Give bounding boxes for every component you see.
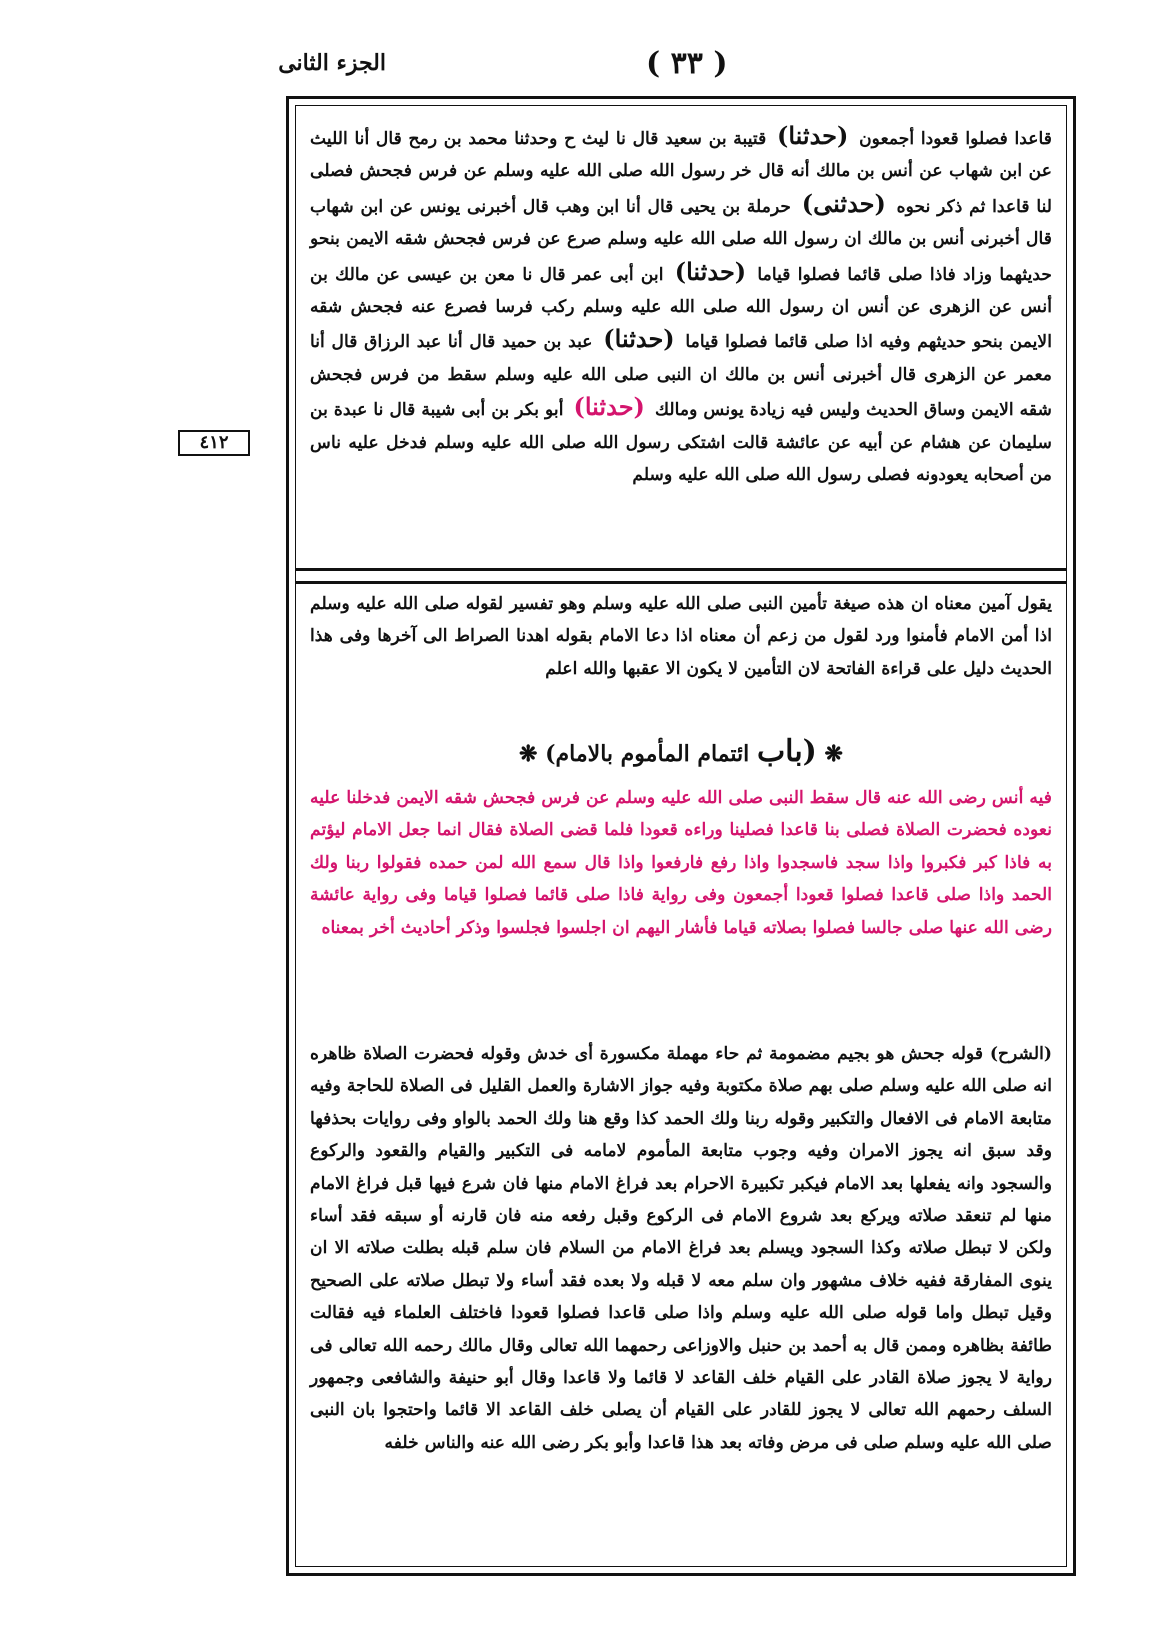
page-frame-inner: [295, 105, 1067, 1567]
hadith-number-box: ٤١٢: [178, 430, 250, 456]
ornament-icon: ❋: [824, 741, 843, 767]
haddathani-marker: (حدثنى): [801, 188, 886, 218]
hadith-segment: قاعدا فصلوا قعودا أجمعون: [859, 129, 1053, 149]
volume-title: الجزء الثانى: [278, 50, 386, 76]
page-number: ( ٣٣ ): [646, 46, 728, 81]
chapter-title: ائتمام المأموم بالامام): [545, 741, 750, 767]
haddathana-marker: (حدثنا): [776, 121, 849, 150]
page-header: [278, 42, 1076, 92]
chapter-heading: [296, 734, 1066, 769]
hadith-segment: عبد بن حميد قال أنا عبد الرزاق قال أنا معمر عن الزهرى قال أخبرنى أنس بن مالك ان النبى صلى الله عليه وسلم سقط من فرس فجحش شقه الايمن وساق الحديث وليس فيه زيادة يونس ومالك: [310, 332, 1053, 421]
page-frame: [286, 96, 1076, 1576]
sharh-commentary: [310, 1038, 1052, 1459]
hadith-segment: ابن أبى عمر قال نا معن بن عيسى عن مالك بن أنس عن الزهرى عن أنس ان رسول الله صلى الله عليه وسلم ركب فرسا فصرع عنه فجحش شقه الايمن بنحو حديثهم وفيه اذا صلى قائما فصلوا قياما: [310, 264, 1052, 353]
sharh-text: قوله جحش هو بجيم مضمومة ثم حاء مهملة مكسورة أى خدش وقوله فحضرت الصلاة ظاهره انه صلى الله عليه وسلم صلى بهم صلاة مكتوبة وفيه جواز الاشارة والعمل القليل فى الصلاة للحاجة وفيه متابعة الامام فى الافعال والتكبير وقوله ربنا ولك الحمد كذا وقع هنا ولك الحمد بالواو وفى روايات بحذفها وقد سبق انه يجوز الامران وفيه وجوب متابعة المأموم لامامه فى التكبير والقيام والقعود والركوع والسجود وانه يفعلها بعد الامام فيكبر تكبيرة الاحرام بعد فراغ الامام منها فان شرع فيها قبل فراغ الامام منها لم تنعقد صلاته ويركع بعد شروع الامام فى الركوع وقبل رفعه منه فان قارنه أو سبقه فقد أساء ولكن لا تبطل صلاته وكذا السجود ويسلم بعد فراغ الامام من السلام فان سلم قبله بطلت صلاته الا ان ينوى المفارقة ففيه خلاف مشهور وان سلم معه لا قبله ولا بعده فقد أساء ولا تبطل صلاته على الصحيح وقيل تبطل واما قوله صلى الله عليه وسلم واذا صلى قاعدا فصلوا قعودا فاختلف العلماء فيه فقالت طائفة بظاهره وممن قال به أحمد بن حنبل والاوزاعى رحمهما الله تعالى وقال مالك رحمه الله تعالى فى رواية لا يجوز صلاة القادر على القيام خلف القاعد لا قائما ولا قاعدا وقال أبو حنيفة والشافعى وجمهور السلف رحمهم الله تعالى لا يجوز للقادر على القيام أن يصلى خلف القاعد الا قائما واحتجوا بان النبى صلى الله عليه وسلم صلى فى مرض وفاته بعد هذا قاعدا وأبو بكر رضى الله عنه والناس خلفه: [310, 1044, 1052, 1453]
sharh-label: (الشرح): [989, 1044, 1053, 1064]
hadith-segment: حرملة بن يحيى قال أنا ابن وهب قال أخبرنى يونس عن ابن شهاب قال أخبرنى أنس بن مالك ان رسول الله صلى الله عليه وسلم صرع عن فرس فجحش شقه الايمن بنحو حديثهما وزاد فاذا صلى قائما فصلوا قياما: [310, 196, 1053, 285]
chapter-summary: فيه أنس رضى الله عنه قال سقط النبى صلى الله عليه وسلم عن فرس فجحش شقه الايمن فدخلنا عليه نعوده فحضرت الصلاة فصلى بنا قاعدا فصلينا وراءه قعودا فلما قضى الصلاة فقال انما جعل الامام ليؤتم به فاذا كبر فكبروا واذا سجد فاسجدوا واذا رفع فارفعوا واذا قال سمع الله لمن حمده فقولوا ربنا ولك الحمد واذا صلى قاعدا فصلوا قعودا أجمعون وفى رواية فاذا صلى قائما فصلوا قياما وفى رواية عائشة رضى الله عنها صلى جالسا فصلوا بصلاته قياما فأشار اليهم ان اجلسوا فجلسوا وذكر أحاديث أخر بمعناه: [310, 788, 1052, 938]
chapter-bab: (باب: [756, 734, 817, 769]
ornament-icon: ❋: [519, 741, 538, 767]
hadith-segment: أبو بكر بن أبى شيبة قال نا عبدة بن سليمان عن هشام عن أبيه عن عائشة قالت اشتكى رسول الله صلى الله عليه وسلم فدخل عليه ناس من أصحابه يعودونه فصلى رسول الله صلى الله عليه وسلم: [310, 400, 1052, 486]
section-divider: [296, 568, 1066, 584]
haddathana-marker: (حدثنا): [603, 324, 675, 354]
haddathana-marker: (حدثنا): [674, 256, 747, 286]
hadith-text: [310, 120, 1052, 491]
haddathana-marker: (حدثنا): [573, 392, 645, 422]
commentary-intro: يقول آمين معناه ان هذه صيغة تأمين النبى صلى الله عليه وسلم وهو تفسير لقوله صلى الله عليه وسلم اذا أمن الامام فأمنوا ورد لقول من زعم أن معناه اذا دعا الامام بقوله اهدنا الصراط الى آخرها وفى هذا الحديث دليل على قراءة الفاتحة لان التأمين لا يكون الا عقبها والله اعلم: [310, 594, 1052, 679]
hadith-segment: قتيبة بن سعيد قال نا ليث ح وحدثنا محمد بن رمح قال أنا الليث عن ابن شهاب عن أنس بن مالك أنه قال خر رسول الله صلى الله عليه وسلم عن فرس فجحش فصلى لنا قاعدا ثم ذكر نحوه: [310, 129, 1053, 217]
